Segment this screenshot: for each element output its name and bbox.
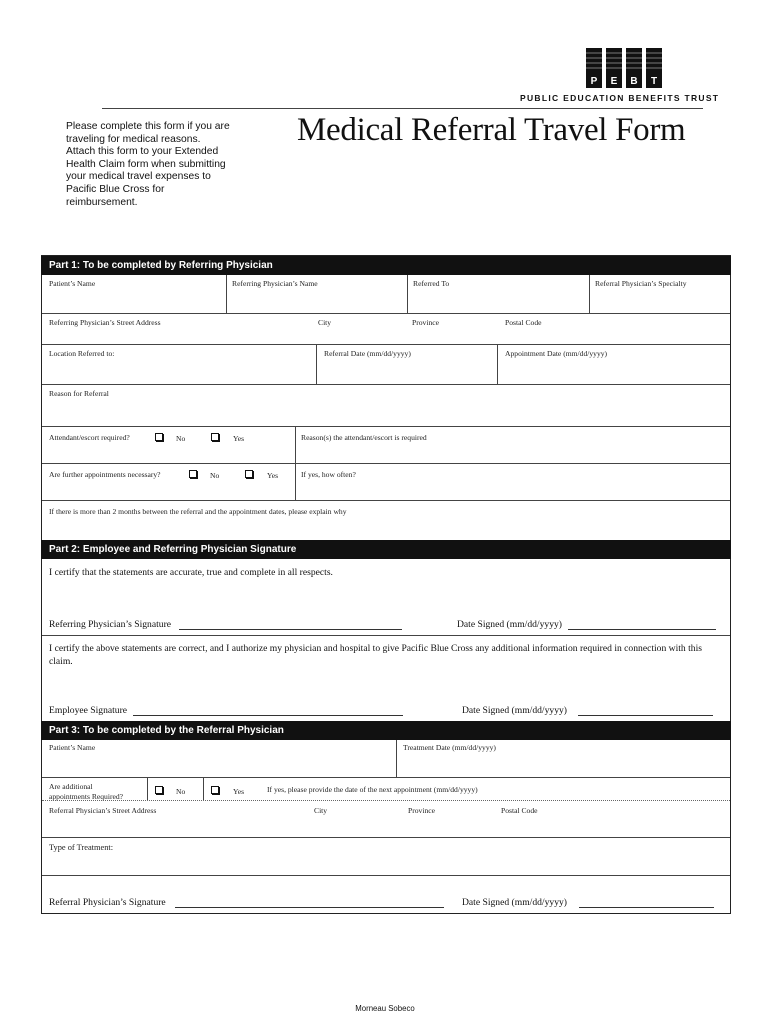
divider — [203, 778, 204, 800]
divider — [497, 345, 498, 384]
referred-to-field[interactable]: Referred To — [413, 279, 450, 288]
attendant-no-checkbox[interactable] — [155, 433, 163, 441]
org-name: PUBLIC EDUCATION BENEFITS TRUST — [520, 93, 720, 103]
additional-no-checkbox[interactable] — [155, 786, 163, 794]
logo-letter: B — [630, 76, 638, 87]
part2-heading: Part 2: Employee and Referring Physician Signature — [41, 540, 731, 559]
patients-name-field[interactable]: Patient’s Name — [49, 279, 96, 288]
explain-gap-field[interactable]: If there is more than 2 months between the referral and the appointment dates, please explain why — [49, 507, 347, 516]
employee-date-signed-label: Date Signed (mm/dd/yyyy) — [462, 705, 567, 716]
divider — [295, 427, 296, 464]
attendant-no-label: No — [176, 434, 186, 443]
further-appointments-label: Are further appointments necessary? — [49, 470, 161, 479]
divider — [316, 345, 317, 384]
further-yes-label: Yes — [267, 471, 279, 480]
referring-physician-signature-label: Referring Physician’s Signature — [49, 619, 172, 630]
employee-signature-line[interactable] — [133, 715, 403, 716]
header-divider — [102, 108, 703, 109]
attendant-yes-checkbox[interactable] — [211, 433, 219, 441]
employee-date-signed-line[interactable] — [578, 715, 713, 716]
instructions: Please complete this form if you are traveling for medical reasons. Attach this form to your Extended Health Claim form when submitting your medical travel expenses to Pacific Blue Cross for reimbursement. — [66, 121, 230, 208]
divider — [42, 313, 730, 314]
referral-date-signed-label: Date Signed (mm/dd/yyyy) — [462, 897, 567, 908]
date-signed-label: Date Signed (mm/dd/yyyy) — [457, 619, 562, 630]
additional-no-label: No — [176, 787, 186, 796]
page-title: Medical Referral Travel Form — [297, 112, 686, 148]
pebt-logo — [586, 48, 662, 88]
logo-letter: P — [590, 76, 598, 87]
referral-physician-signature-line[interactable] — [175, 907, 444, 908]
divider — [42, 344, 730, 345]
reason-for-referral-field[interactable]: Reason for Referral — [49, 389, 109, 398]
divider — [226, 275, 227, 313]
divider — [42, 777, 730, 778]
referring-physician-signature-line[interactable] — [179, 629, 402, 630]
further-no-checkbox[interactable] — [189, 470, 197, 478]
divider — [589, 275, 590, 313]
divider — [147, 778, 148, 800]
postal-code-field[interactable]: Postal Code — [505, 318, 542, 327]
postal-code-field[interactable]: Postal Code — [501, 806, 538, 815]
divider — [407, 275, 408, 313]
referral-date-signed-line[interactable] — [579, 907, 714, 908]
patients-name-field[interactable]: Patient’s Name — [49, 743, 96, 752]
attendant-yes-label: Yes — [233, 434, 245, 443]
treatment-type-field[interactable]: Type of Treatment: — [49, 843, 114, 852]
logo-letter: T — [650, 76, 658, 87]
divider — [396, 740, 397, 777]
divider — [42, 875, 730, 876]
divider — [295, 464, 296, 501]
date-signed-line[interactable] — [568, 629, 716, 630]
referral-date-field[interactable]: Referral Date (mm/dd/yyyy) — [324, 349, 411, 358]
appointment-date-field[interactable]: Appointment Date (mm/dd/yyyy) — [505, 349, 608, 358]
divider — [42, 426, 730, 427]
attendant-reason-field[interactable]: Reason(s) the attendant/escort is required — [301, 433, 427, 442]
street-address-field[interactable]: Referring Physician’s Street Address — [49, 318, 161, 327]
footer-text: Morneau Sobeco — [355, 1004, 415, 1013]
further-yes-checkbox[interactable] — [245, 470, 253, 478]
city-field[interactable]: City — [314, 806, 328, 815]
authorization-statement: I certify the above statements are correct, and I authorize my physician and hospital to give Pacific Blue Cross any additional information required in connection with this claim. — [49, 643, 702, 667]
referring-physician-name-field[interactable]: Referring Physician’s Name — [232, 279, 318, 288]
divider — [42, 463, 730, 464]
part1-heading: Part 1: To be completed by Referring Physician — [41, 256, 731, 275]
additional-appointments-label: Are additional appointments Required? — [49, 782, 124, 801]
city-field[interactable]: City — [318, 318, 332, 327]
divider — [42, 384, 730, 385]
how-often-field[interactable]: If yes, how often? — [301, 470, 356, 479]
logo-letter: E — [610, 76, 618, 87]
additional-yes-label: Yes — [233, 787, 245, 796]
referral-physician-signature-label: Referral Physician’s Signature — [49, 897, 166, 908]
next-appointment-field[interactable]: If yes, please provide the date of the next appointment (mm/dd/yyyy) — [267, 785, 478, 794]
divider — [42, 800, 730, 801]
treatment-date-field[interactable]: Treatment Date (mm/dd/yyyy) — [403, 743, 496, 752]
province-field[interactable]: Province — [408, 806, 435, 815]
location-referred-field[interactable]: Location Referred to: — [49, 349, 115, 358]
province-field[interactable]: Province — [412, 318, 439, 327]
additional-yes-checkbox[interactable] — [211, 786, 219, 794]
employee-signature-label: Employee Signature — [49, 705, 128, 716]
divider — [42, 635, 730, 636]
street-address-field[interactable]: Referral Physician’s Street Address — [49, 806, 157, 815]
part3-heading: Part 3: To be completed by the Referral Physician — [41, 721, 731, 740]
attendant-required-label: Attendant/escort required? — [49, 433, 130, 442]
divider — [42, 837, 730, 838]
divider — [42, 500, 730, 501]
certify-statement: I certify that the statements are accurate, true and complete in all respects. — [49, 567, 333, 578]
further-no-label: No — [210, 471, 220, 480]
physician-specialty-field[interactable]: Referral Physician’s Specialty — [595, 279, 687, 288]
